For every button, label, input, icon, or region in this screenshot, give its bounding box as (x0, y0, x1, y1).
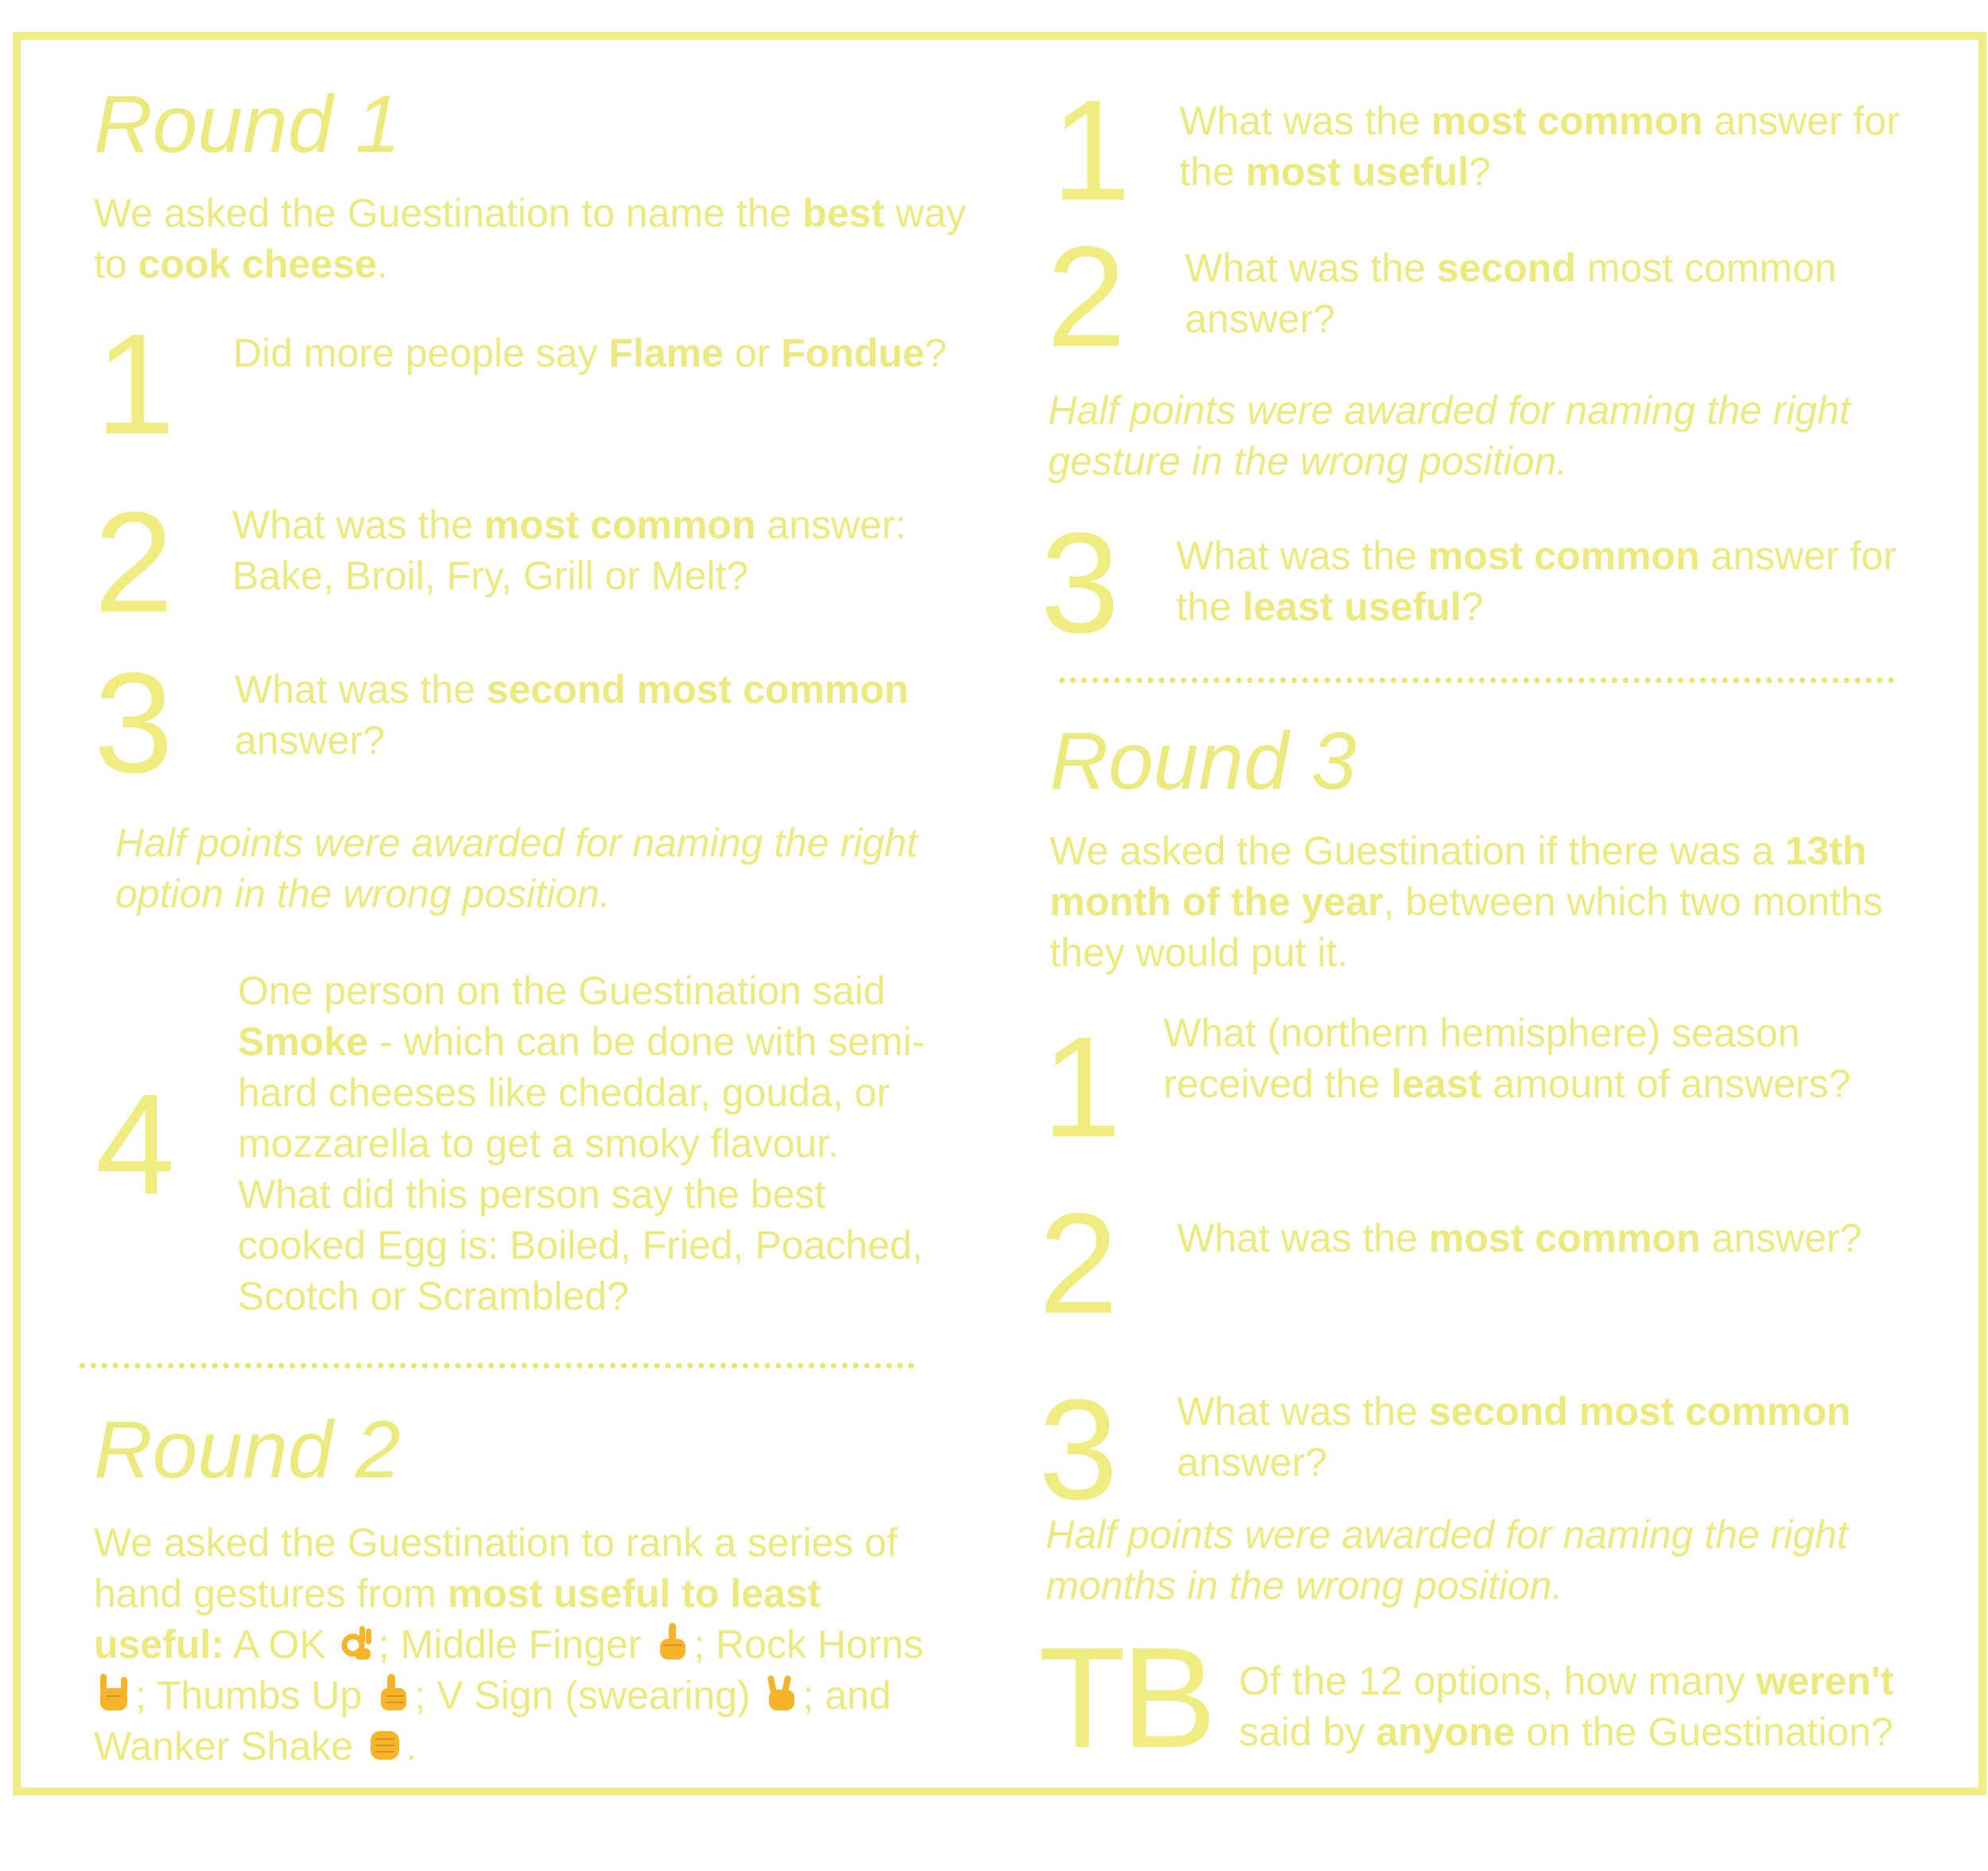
round-1-question-4: One person on the Guestination said Smoke - which can be done with semi-hard cheeses like cheddar, gouda, or mozzarella to get a smoky flavour. What did this person say the best cooked Egg is: Boiled, Fried, Poached, Scotch or Scrambled? (238, 968, 926, 1318)
round-2-question-3-number: 3 (1040, 503, 1120, 663)
ok-hand-icon (337, 1621, 379, 1663)
round-2-question-2: What was the second most common answer? (1185, 246, 1837, 341)
round-1-question-3: What was the second most common answer? (235, 667, 909, 763)
round-1-question-4-number: 4 (95, 1065, 176, 1225)
round-2-half-points-note: Half points were awarded for naming the right gesture in the wrong position. (1048, 388, 1850, 483)
round-2-question-3: What was the most common answer for the least useful? (1176, 534, 1897, 629)
round-3-question-1: What (northern hemisphere) season received the least amount of answers? (1163, 1011, 1851, 1106)
rock-horns-icon (94, 1672, 135, 1714)
middle-finger-icon (652, 1621, 693, 1663)
v-sign-icon (761, 1672, 802, 1714)
round-2-title: Round 2 (94, 1404, 401, 1495)
round-1-intro: We asked the Guestination to name the best way to cook cheese. (94, 191, 966, 286)
round-3-half-points-note: Half points were awarded for naming the right months in the wrong position. (1046, 1512, 1848, 1608)
round-1-question-1: Did more people say Flame or Fondue? (233, 331, 947, 375)
thumbs-up-icon (373, 1672, 414, 1714)
round-2-question-2-number: 2 (1046, 217, 1127, 377)
round-3-question-2: What was the most common answer? (1177, 1216, 1862, 1260)
round-2-intro: We asked the Guestination to rank a series of hand gestures from most useful to least useful: A OK ; Middle Finger ; Rock Horns ; Thumbs Up ; V Sign (swearing) ; and Wanker Shake . (94, 1520, 924, 1768)
round-3-intro: We asked the Guestination if there was a 13th month of the year, between which two months they would put it. (1050, 829, 1883, 975)
left-divider (80, 1363, 914, 1368)
round-3-question-2-number: 2 (1039, 1184, 1119, 1344)
tiebreak-question: Of the 12 options, how many weren't said by anyone on the Guestination? (1239, 1659, 1894, 1754)
tiebreak-label: TB (1039, 1618, 1213, 1778)
round-3-question-3: What was the second most common answer? (1177, 1389, 1851, 1485)
round-1-question-3-number: 3 (94, 643, 174, 803)
round-2-question-1: What was the most common answer for the most useful? (1179, 99, 1900, 194)
round-3-question-3-number: 3 (1039, 1370, 1119, 1530)
round-1-half-points-note: Half points were awarded for naming the right option in the wrong position. (115, 821, 918, 916)
round-1-question-2: What was the most common answer: Bake, Broil, Fry, Grill or Melt? (232, 503, 907, 598)
round-1-question-1-number: 1 (95, 305, 176, 464)
round-3-title: Round 3 (1050, 716, 1357, 806)
round-1-title: Round 1 (94, 79, 401, 169)
round-1-question-2-number: 2 (94, 483, 174, 642)
round-2-question-1-number: 1 (1051, 71, 1132, 231)
round-3-question-1-number: 1 (1042, 1007, 1122, 1167)
right-divider (1059, 677, 1894, 683)
wanker-shake-icon (364, 1723, 406, 1764)
